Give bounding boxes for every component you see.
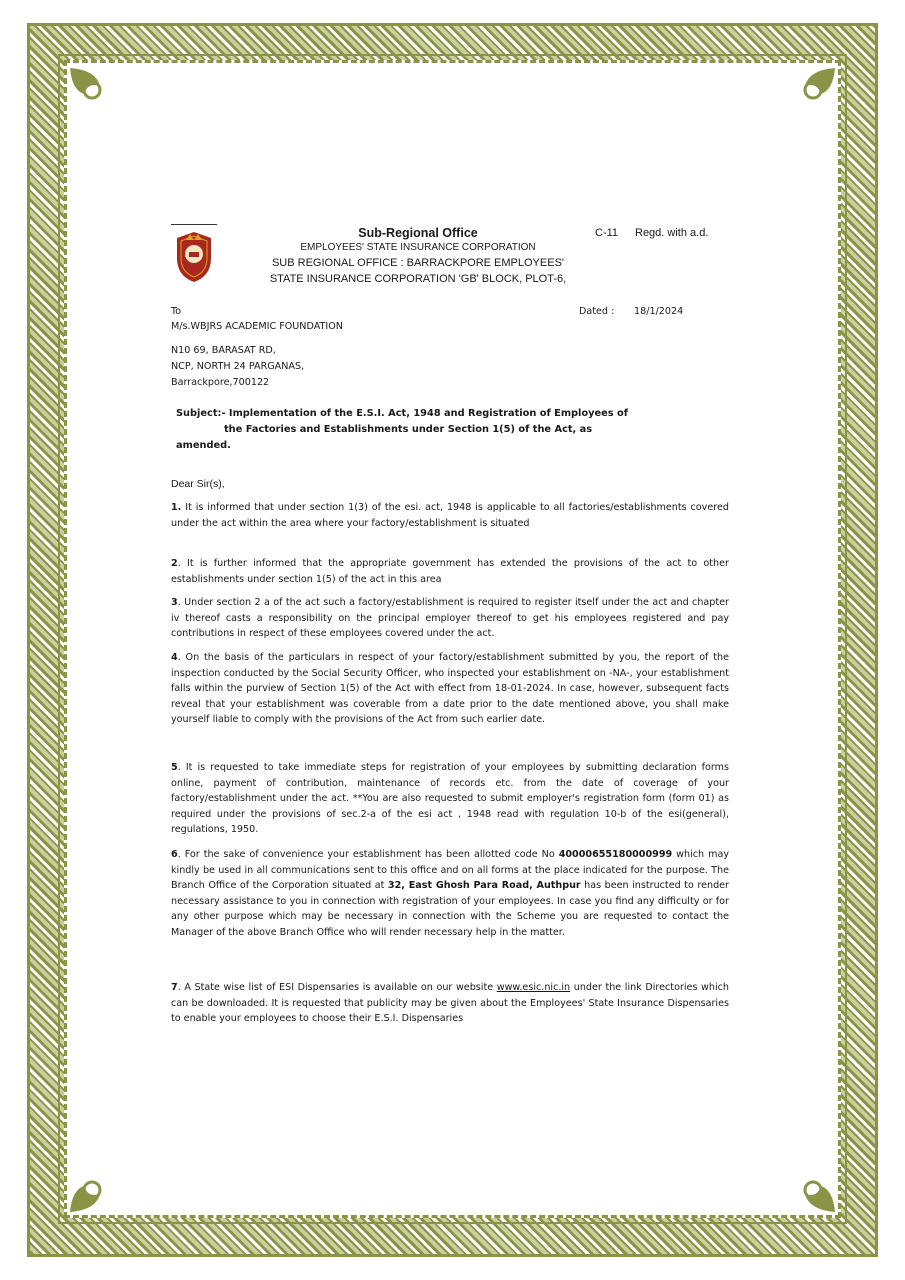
subject-block [176,406,636,454]
paragraph-number: 2 [171,558,178,569]
paragraph-4 [171,650,729,728]
paragraph-text: under the link Directories which can be downloaded. It is requested that publicity may be given about the Employees' State Insurance Dispensaries to enable your employees to choose their E.S.I. Dispensaries [171,982,730,1025]
address-line: NCP, NORTH 24 PARGANAS, [171,361,305,372]
paragraph-text: It is informed that under section 1(3) of the esi. act, 1948 is applicable to all factories/establishments covered under the act within the area where your factory/establishment is situated [171,502,729,529]
subject-line: amended. [176,440,231,451]
office-address-line: STATE INSURANCE CORPORATION 'GB' BLOCK, PLOT-6, [269,273,567,285]
employer-code: 40000655180000999 [558,849,673,860]
address-line: Barrackpore,700122 [171,377,270,388]
paragraph-number: 1. [171,502,182,513]
paragraph-number: 6 [171,849,178,860]
paragraph-text: . A State wise list of ESI Dispensaries is available on our website [177,982,497,993]
paragraph-number: 7 [171,982,178,993]
paragraph-7 [171,980,729,1027]
corner-ornament-icon [66,1160,122,1216]
paragraph-text: . It is requested to take immediate steps for registration of your employees by submitting declaration forms online, payment of contribution, maintenance of records etc. from the date of coverage of your factory/establishment under the act. **You are also requested to submit employer's registration form (form 01) as required under the provisions of sec.2-a of the esi act , 1948 read with regulation 10-b of the esi(general), regulations, 1950. [171,762,729,836]
org-name: EMPLOYEES' STATE INSURANCE CORPORATION [300,242,536,253]
date-value: 18/1/2024 [634,306,684,317]
to-label: To [171,306,182,317]
corner-ornament-icon [783,1160,839,1216]
paragraph-text: . On the basis of the particulars in respect of your factory/establishment submitted by you, the report of the inspection conducted by the Social Security Officer, who inspected your establishment on -NA-, your establishment falls within the purview of Section 1(5) of the Act with effect from 18-01-2024. In case, however, subsequent facts reveal that your establishment was coverable from a date prior to the date mentioned above, you shall make yourself liable to comply with the provisions of the Act from such earlier date. [171,652,729,726]
corner-ornament-icon [66,64,122,120]
subject-line: the Factories and Establishments under Section 1(5) of the Act, as [224,424,593,435]
address-line: N10 69, BARASAT RD, [171,345,276,356]
logo-rule [171,224,217,225]
paragraph-6 [171,847,729,941]
paragraph-text: . It is further informed that the appropriate government has extended the provisions of the act to other establishments under section 1(5) of the act in this area [171,558,729,585]
office-title: Sub-Regional Office [358,226,478,240]
paragraph-5 [171,760,729,838]
paragraph-number: 4 [171,652,178,663]
paragraph-text: which may kindly be used in all communications sent to this office and on all forms at the place indicated for the purpose. The Branch Office of the Corporation situated at [171,849,729,892]
corner-ornament-icon [783,64,839,120]
addressee-name: M/s.WBJRS ACADEMIC FOUNDATION [171,321,343,332]
delivery-mode: Regd. with a.d. [635,227,709,239]
paragraph-number: 5 [171,762,178,773]
date-label: Dated : [579,306,615,317]
paragraph-number: 3 [171,597,178,608]
branch-office-address: 32, East Ghosh Para Road, Authpur [387,880,581,892]
paragraph-text: has been instructed to render necessary assistance to you in connection with registration of your employees. In case you find any difficulty or for any other purpose which may be necessary in connection with the Scheme you are requested to contact the Manager of the above Branch Office who will render necessary help in the matter. [171,880,730,938]
paragraph-3 [171,595,729,642]
subject-line: Subject:- Implementation of the E.S.I. Act, 1948 and Registration of Employees of [176,408,629,419]
salutation: Dear Sir(s), [171,478,225,490]
paragraph-2 [171,556,729,587]
paragraph-text: . Under section 2 a of the act such a factory/establishment is required to register itself under the act and chapter iv thereof casts a responsibility on the principal employer thereof to get his employees registered and pay contributions in respect of these employees covered under the act. [171,597,729,640]
paragraph-1 [171,500,729,531]
esic-logo-icon [171,226,217,284]
paragraph-text: . For the sake of convenience your establishment has been allotted code No [177,849,559,860]
office-address-line: SUB REGIONAL OFFICE : BARRACKPORE EMPLOYEES' [271,257,565,269]
form-code: C-11 [595,227,619,239]
website-link[interactable]: www.esic.nic.in [496,982,571,993]
